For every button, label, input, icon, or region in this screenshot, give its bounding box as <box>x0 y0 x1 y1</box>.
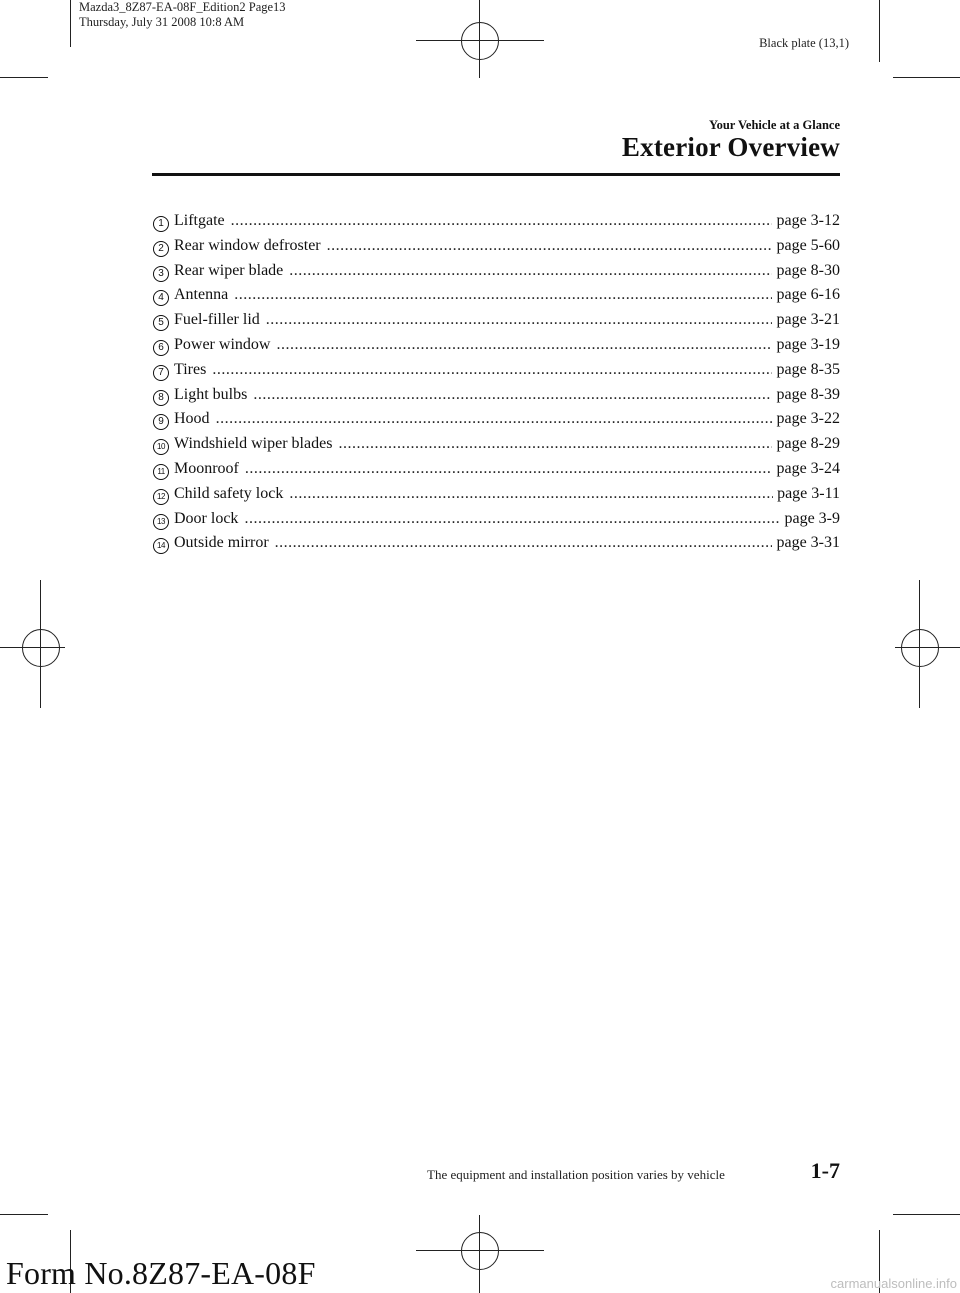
item-number-circle: 4 <box>153 290 169 306</box>
item-label: Outside mirror <box>174 534 269 552</box>
dot-leader <box>338 435 772 453</box>
item-number-circle: 2 <box>153 241 169 257</box>
list-item <box>153 435 840 460</box>
list-item <box>153 336 840 361</box>
item-label: Light bulbs <box>174 385 248 403</box>
footer-note: The equipment and installation position varies by vehicle <box>427 1167 725 1182</box>
item-number-circle: 10 <box>153 439 169 455</box>
item-label: Door lock <box>174 509 239 527</box>
item-number-circle: 12 <box>153 489 169 505</box>
item-page-reference: page 6-16 <box>776 286 840 304</box>
item-label: Liftgate <box>174 212 225 229</box>
form-number: Form No.8Z87-EA-08F <box>6 1255 316 1291</box>
item-label: Tires <box>174 360 207 378</box>
item-number-circle: 8 <box>153 390 169 406</box>
item-page-reference: page 3-21 <box>776 311 840 329</box>
parts-list <box>153 212 840 559</box>
page-number: 1-7 <box>810 1158 840 1183</box>
item-page-reference: page 3-11 <box>777 484 840 502</box>
list-item <box>153 311 840 336</box>
page-title: Exterior Overview <box>621 132 840 162</box>
dot-leader <box>289 262 772 280</box>
item-label: Antenna <box>174 286 229 304</box>
item-number-circle: 9 <box>153 414 169 430</box>
item-number-circle: 7 <box>153 365 169 381</box>
list-item <box>153 286 840 311</box>
dot-leader <box>253 386 772 404</box>
dot-leader <box>212 361 772 379</box>
list-item <box>153 386 840 411</box>
list-item <box>153 237 840 262</box>
item-label: Rear wiper blade <box>174 261 284 279</box>
dot-leader <box>244 510 780 528</box>
list-item <box>153 262 840 287</box>
item-page-reference: page 3-9 <box>784 509 840 527</box>
dot-leader <box>231 212 773 230</box>
print-metadata <box>79 0 286 30</box>
item-label: Rear window defroster <box>174 236 321 254</box>
list-item <box>153 460 840 485</box>
item-page-reference: page 5-60 <box>776 236 840 254</box>
item-label: Windshield wiper blades <box>174 435 333 453</box>
item-number-circle: 13 <box>153 514 169 530</box>
item-page-reference: page 8-39 <box>776 385 840 403</box>
dot-leader <box>276 336 772 354</box>
item-page-reference: page 3-12 <box>776 212 840 229</box>
print-timestamp: Thursday, July 31 2008 10:8 AM <box>79 15 245 29</box>
list-item <box>153 212 840 237</box>
plate-label: Black plate (13,1) <box>759 36 849 50</box>
list-item <box>153 534 840 559</box>
item-page-reference: page 3-24 <box>776 459 840 477</box>
item-page-reference: page 8-30 <box>776 261 840 279</box>
item-page-reference: page 3-31 <box>776 534 840 552</box>
dot-leader <box>327 237 773 255</box>
dot-leader <box>245 460 773 478</box>
item-page-reference: page 3-22 <box>776 410 840 428</box>
item-number-circle: 6 <box>153 340 169 356</box>
dot-leader <box>275 534 773 552</box>
title-rule <box>152 173 840 176</box>
dot-leader <box>234 286 772 304</box>
item-label: Child safety lock <box>174 484 284 502</box>
section-heading: Your Vehicle at a Glance <box>708 118 840 132</box>
item-page-reference: page 8-29 <box>776 435 840 453</box>
item-label: Moonroof <box>174 459 239 477</box>
list-item <box>153 361 840 386</box>
dot-leader <box>216 410 773 428</box>
item-number-circle: 11 <box>153 464 169 480</box>
item-number-circle: 3 <box>153 266 169 282</box>
item-label: Power window <box>174 335 271 353</box>
item-label: Fuel-filler lid <box>174 311 260 329</box>
dot-leader <box>289 485 773 503</box>
item-number-circle: 14 <box>153 538 169 554</box>
print-file-name: Mazda3_8Z87-EA-08F_Edition2 Page13 <box>79 0 286 14</box>
item-number-circle: 5 <box>153 315 169 331</box>
list-item <box>153 510 840 535</box>
item-label: Hood <box>174 410 210 428</box>
item-number-circle: 1 <box>153 216 169 232</box>
list-item <box>153 485 840 510</box>
watermark: carmanualsonline.info <box>830 1276 957 1291</box>
dot-leader <box>266 311 773 329</box>
item-page-reference: page 8-35 <box>776 360 840 378</box>
item-page-reference: page 3-19 <box>776 335 840 353</box>
list-item <box>153 410 840 435</box>
